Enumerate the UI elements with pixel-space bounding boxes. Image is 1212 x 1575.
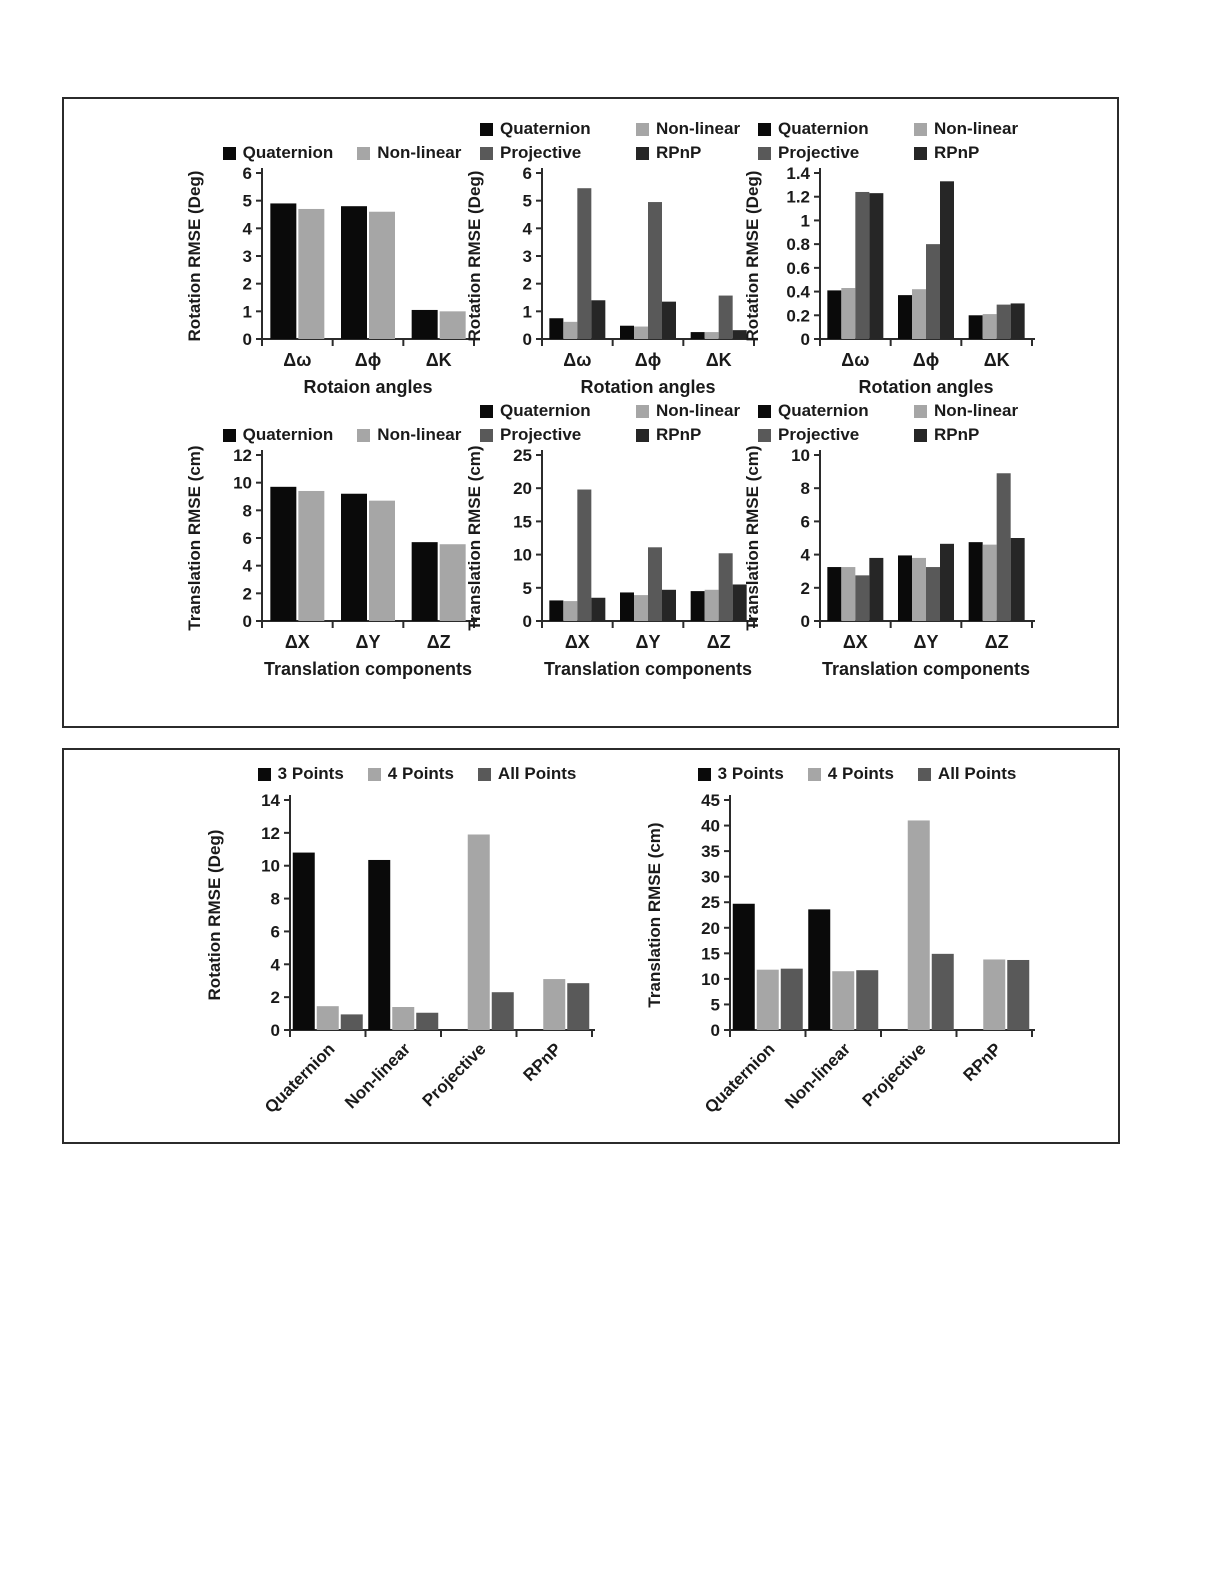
legend-label: Projective	[778, 425, 860, 444]
legend-swatch-icon	[698, 768, 711, 781]
chart-legend	[758, 391, 1060, 445]
bar	[997, 473, 1011, 621]
bar	[591, 300, 605, 339]
legend-label: Quaternion	[242, 425, 334, 444]
bar	[341, 206, 367, 339]
y-tick-label: 6	[242, 164, 252, 183]
bar	[662, 302, 676, 339]
bar	[855, 575, 869, 621]
chart-translation-rmse-four-methods-a	[462, 391, 782, 692]
category-label: ΔX	[284, 632, 310, 652]
legend-item	[368, 764, 454, 784]
chart-legend	[480, 109, 782, 163]
bar	[634, 595, 648, 621]
bar	[719, 296, 733, 339]
legend-label: 3 Points	[717, 764, 784, 783]
bar	[468, 835, 490, 1031]
chart-legend	[480, 391, 782, 445]
y-tick-label: 0	[522, 612, 532, 631]
x-axis-title: Translation components	[821, 659, 1031, 679]
legend-swatch-icon	[223, 147, 236, 160]
category-label: Quaternion	[261, 1039, 339, 1117]
chart-plot	[642, 788, 1072, 1120]
category-label: ΔK	[705, 350, 732, 370]
bar	[869, 193, 883, 339]
bar	[757, 970, 779, 1030]
bar	[827, 290, 841, 339]
legend-item	[636, 119, 740, 139]
y-tick-label: 25	[701, 893, 720, 913]
y-tick-label: 4	[270, 955, 280, 975]
legend-label: RPnP	[656, 143, 702, 162]
category-label: Projective	[858, 1039, 930, 1111]
category-label: ΔX	[842, 632, 868, 652]
legend-item	[758, 119, 914, 139]
y-tick-label: 0	[270, 1021, 280, 1040]
chart-rotation-rmse-four-methods-a	[462, 109, 782, 410]
category-label: Projective	[418, 1039, 490, 1111]
y-tick-label: 4	[800, 545, 810, 565]
legend-label: RPnP	[656, 425, 702, 444]
y-tick-label: 10	[233, 473, 252, 493]
bar	[392, 1007, 414, 1030]
legend-item	[223, 143, 334, 163]
legend-item	[223, 425, 334, 445]
bar	[567, 983, 589, 1030]
bar	[898, 555, 912, 621]
y-tick-label: 0	[800, 612, 810, 631]
category-label: Δω	[283, 350, 312, 370]
legend-swatch-icon	[636, 123, 649, 136]
legend-swatch-icon	[357, 429, 370, 442]
legend-label: 3 Points	[277, 764, 344, 783]
y-tick-label: 10	[513, 545, 532, 565]
y-tick-label: 45	[701, 791, 720, 810]
chart-rotation-rmse-two-methods	[182, 109, 502, 410]
y-tick-label: 0	[710, 1021, 720, 1040]
chart-plot	[202, 788, 632, 1120]
category-label: ΔK	[983, 350, 1010, 370]
legend-item	[914, 143, 1018, 163]
bar	[412, 542, 438, 621]
bar	[298, 209, 324, 339]
y-tick-label: 3	[242, 247, 252, 266]
category-label: ΔY	[913, 632, 939, 652]
bar	[492, 992, 514, 1030]
bar	[549, 600, 563, 621]
legend-item	[480, 119, 636, 139]
bar	[940, 544, 954, 621]
chart-rotation-rmse-by-points	[202, 756, 632, 1125]
x-axis-title: Rotaion angles	[303, 377, 433, 397]
bar	[705, 590, 719, 621]
legend-label: Quaternion	[778, 401, 869, 420]
y-tick-label: 5	[522, 191, 532, 211]
legend-swatch-icon	[914, 123, 927, 136]
legend-swatch-icon	[914, 147, 927, 160]
y-axis-title: Translation RMSE (cm)	[185, 445, 204, 631]
y-axis-title: Translation RMSE (cm)	[465, 445, 484, 631]
legend-swatch-icon	[808, 768, 821, 781]
y-axis-title: Rotation RMSE (Deg)	[743, 170, 762, 342]
bar	[705, 332, 719, 339]
category-label: Quaternion	[701, 1039, 779, 1117]
legend-swatch-icon	[914, 429, 927, 442]
bar	[620, 592, 634, 621]
bar	[563, 322, 577, 339]
bar	[912, 289, 926, 339]
y-axis-title: Translation RMSE (cm)	[743, 445, 762, 631]
legend-label: Non-linear	[934, 401, 1019, 420]
x-axis-title: Rotation angles	[858, 377, 994, 397]
category-label: ΔZ	[984, 632, 1009, 652]
y-tick-label: 12	[233, 446, 252, 465]
category-label: Non-linear	[781, 1039, 855, 1113]
y-tick-label: 2	[800, 578, 810, 598]
legend-item	[357, 143, 461, 163]
bar	[691, 332, 705, 339]
bar	[543, 979, 565, 1030]
bar	[368, 860, 390, 1030]
bar	[341, 1014, 363, 1030]
category-label: ΔX	[564, 632, 590, 652]
bar	[369, 212, 395, 339]
legend-label: Projective	[500, 143, 582, 162]
y-tick-label: 0.8	[786, 235, 810, 255]
bar	[270, 487, 296, 621]
y-tick-label: 40	[701, 816, 720, 836]
legend-label: Quaternion	[500, 119, 591, 138]
y-tick-label: 0.4	[786, 282, 810, 302]
bar	[341, 494, 367, 621]
y-tick-label: 5	[242, 191, 252, 211]
legend-swatch-icon	[914, 405, 927, 418]
y-tick-label: 0	[242, 330, 252, 349]
y-tick-label: 6	[800, 512, 810, 532]
bar	[932, 954, 954, 1030]
category-label: ΔZ	[706, 632, 731, 652]
legend-label: RPnP	[934, 425, 980, 444]
bar	[369, 501, 395, 621]
legend-swatch-icon	[480, 405, 493, 418]
chart-legend	[642, 756, 1072, 784]
y-axis-title: Rotation RMSE (Deg)	[205, 829, 224, 1001]
x-axis-title: Translation components	[543, 659, 753, 679]
legend-label: Quaternion	[242, 143, 334, 162]
legend-item	[698, 764, 784, 784]
legend-label: Non-linear	[656, 401, 741, 420]
legend-item	[636, 425, 740, 445]
legend-swatch-icon	[258, 768, 271, 781]
y-tick-label: 6	[522, 164, 532, 183]
legend-label: 4 Points	[387, 764, 454, 783]
bar	[298, 491, 324, 621]
category-label: ΔY	[635, 632, 661, 652]
y-tick-label: 15	[513, 512, 532, 532]
legend-swatch-icon	[480, 147, 493, 160]
bar	[719, 553, 733, 621]
legend-item	[758, 401, 914, 421]
legend-item	[480, 401, 636, 421]
chart-legend	[182, 391, 502, 445]
point-count-errors-panel	[62, 748, 1120, 1144]
legend-item	[480, 425, 636, 445]
legend-swatch-icon	[636, 405, 649, 418]
y-tick-label: 30	[701, 867, 720, 887]
bar	[270, 203, 296, 339]
y-tick-label: 1	[242, 302, 252, 322]
legend-label: Quaternion	[778, 119, 869, 138]
bar	[855, 192, 869, 339]
y-tick-label: 0	[800, 330, 810, 349]
bar	[691, 591, 705, 621]
y-tick-label: 12	[261, 823, 280, 843]
y-tick-label: 0	[522, 330, 532, 349]
bar	[841, 288, 855, 339]
y-tick-label: 3	[522, 247, 532, 266]
legend-label: Non-linear	[656, 119, 741, 138]
bar	[1011, 538, 1025, 621]
legend-label: Non-linear	[377, 143, 462, 162]
y-tick-label: 1	[522, 302, 532, 322]
category-label: RPnP	[959, 1039, 1006, 1085]
category-label: RPnP	[519, 1039, 566, 1085]
legend-label: RPnP	[934, 143, 980, 162]
legend-label: Non-linear	[377, 425, 462, 444]
legend-label: Quaternion	[500, 401, 591, 420]
chart-plot	[462, 163, 782, 405]
y-tick-label: 0	[242, 612, 252, 631]
y-tick-label: 8	[270, 889, 280, 909]
chart-legend	[202, 756, 632, 784]
y-tick-label: 2	[242, 584, 252, 604]
y-tick-label: 1.4	[786, 164, 810, 183]
y-tick-label: 8	[800, 479, 810, 499]
legend-item	[758, 425, 914, 445]
category-label: Δω	[563, 350, 592, 370]
y-tick-label: 14	[261, 791, 280, 810]
bar	[898, 295, 912, 339]
bar	[926, 567, 940, 621]
category-label: Δϕ	[912, 350, 940, 370]
bar	[1007, 960, 1029, 1030]
bar	[620, 326, 634, 339]
chart-translation-rmse-two-methods	[182, 391, 502, 692]
category-label: ΔY	[355, 632, 381, 652]
bar	[869, 558, 883, 621]
bar	[940, 181, 954, 339]
y-tick-label: 2	[270, 988, 280, 1008]
bar	[317, 1006, 339, 1030]
y-tick-label: 35	[701, 842, 720, 862]
bar	[827, 567, 841, 621]
y-tick-label: 10	[261, 856, 280, 876]
bar	[662, 590, 676, 621]
category-label: Δω	[841, 350, 870, 370]
bar	[293, 853, 315, 1030]
legend-item	[480, 143, 636, 163]
category-label: Non-linear	[341, 1039, 415, 1113]
legend-item	[357, 425, 461, 445]
legend-item	[914, 119, 1018, 139]
bar	[648, 547, 662, 621]
bar	[983, 545, 997, 621]
legend-swatch-icon	[636, 429, 649, 442]
bar	[832, 971, 854, 1030]
bar	[969, 315, 983, 339]
legend-item	[914, 425, 1018, 445]
legend-swatch-icon	[480, 429, 493, 442]
x-axis-title: Rotation angles	[580, 377, 716, 397]
chart-plot	[182, 445, 502, 687]
legend-item	[914, 401, 1018, 421]
y-axis-title: Rotation RMSE (Deg)	[465, 170, 484, 342]
y-tick-label: 20	[701, 918, 720, 938]
legend-item	[758, 143, 914, 163]
y-tick-label: 5	[710, 995, 720, 1015]
y-tick-label: 0.2	[786, 306, 810, 326]
y-tick-label: 6	[242, 529, 252, 548]
bar	[648, 202, 662, 339]
legend-swatch-icon	[758, 147, 771, 160]
chart-translation-rmse-by-points	[642, 756, 1072, 1125]
y-axis-title: Rotation RMSE (Deg)	[185, 170, 204, 342]
y-tick-label: 25	[513, 446, 532, 465]
bar	[634, 327, 648, 339]
legend-item	[258, 764, 344, 784]
legend-swatch-icon	[636, 147, 649, 160]
legend-swatch-icon	[478, 768, 491, 781]
y-tick-label: 10	[701, 969, 720, 989]
legend-swatch-icon	[368, 768, 381, 781]
legend-swatch-icon	[223, 429, 236, 442]
y-tick-label: 6	[270, 922, 280, 942]
legend-label: All Points	[497, 764, 577, 783]
y-tick-label: 15	[701, 944, 720, 964]
bar	[983, 314, 997, 339]
bar	[983, 959, 1005, 1030]
bar	[549, 318, 563, 339]
legend-item	[636, 143, 740, 163]
chart-legend	[182, 109, 502, 163]
legend-label: Non-linear	[934, 119, 1019, 138]
chart-translation-rmse-four-methods-b	[740, 391, 1060, 692]
y-tick-label: 4	[242, 219, 252, 239]
bar	[781, 969, 803, 1030]
legend-label: Projective	[778, 143, 860, 162]
chart-plot	[740, 445, 1060, 687]
legend-swatch-icon	[758, 405, 771, 418]
y-axis-title: Translation RMSE (cm)	[645, 822, 664, 1008]
bar	[856, 970, 878, 1030]
y-tick-label: 1.2	[786, 187, 810, 207]
category-label: Δϕ	[634, 350, 662, 370]
x-axis-title: Translation components	[263, 659, 473, 679]
legend-item	[918, 764, 1016, 784]
category-label: ΔZ	[426, 632, 451, 652]
legend-swatch-icon	[758, 429, 771, 442]
legend-swatch-icon	[918, 768, 931, 781]
chart-legend	[758, 109, 1060, 163]
legend-swatch-icon	[480, 123, 493, 136]
legend-item	[636, 401, 740, 421]
y-tick-label: 1	[800, 211, 810, 231]
bar	[1011, 303, 1025, 339]
y-tick-label: 0.6	[786, 258, 810, 278]
y-tick-label: 10	[791, 446, 810, 465]
chart-plot	[462, 445, 782, 687]
legend-label: Projective	[500, 425, 582, 444]
y-tick-label: 4	[242, 556, 252, 576]
y-tick-label: 4	[522, 219, 532, 239]
legend-swatch-icon	[758, 123, 771, 136]
bar	[926, 244, 940, 339]
pose-estimation-errors-panel	[62, 97, 1119, 728]
y-tick-label: 20	[513, 479, 532, 499]
y-tick-label: 8	[242, 501, 252, 521]
y-tick-label: 2	[522, 274, 532, 294]
legend-swatch-icon	[357, 147, 370, 160]
chart-rotation-rmse-four-methods-b	[740, 109, 1060, 410]
chart-plot	[740, 163, 1060, 405]
bar	[908, 820, 930, 1030]
bar	[997, 305, 1011, 339]
legend-label: 4 Points	[827, 764, 894, 783]
bar	[912, 558, 926, 621]
category-label: Δϕ	[354, 350, 382, 370]
y-tick-label: 5	[522, 578, 532, 598]
bar	[563, 601, 577, 621]
chart-plot	[182, 163, 502, 405]
bar	[808, 909, 830, 1030]
category-label: ΔK	[425, 350, 452, 370]
legend-item	[478, 764, 576, 784]
bar	[412, 310, 438, 339]
y-tick-label: 2	[242, 274, 252, 294]
bar	[577, 188, 591, 339]
legend-label: All Points	[937, 764, 1017, 783]
bar	[733, 904, 755, 1030]
legend-item	[808, 764, 894, 784]
bar	[841, 567, 855, 621]
bar	[416, 1013, 438, 1030]
bar	[969, 542, 983, 621]
bar	[591, 598, 605, 621]
bar	[577, 490, 591, 621]
